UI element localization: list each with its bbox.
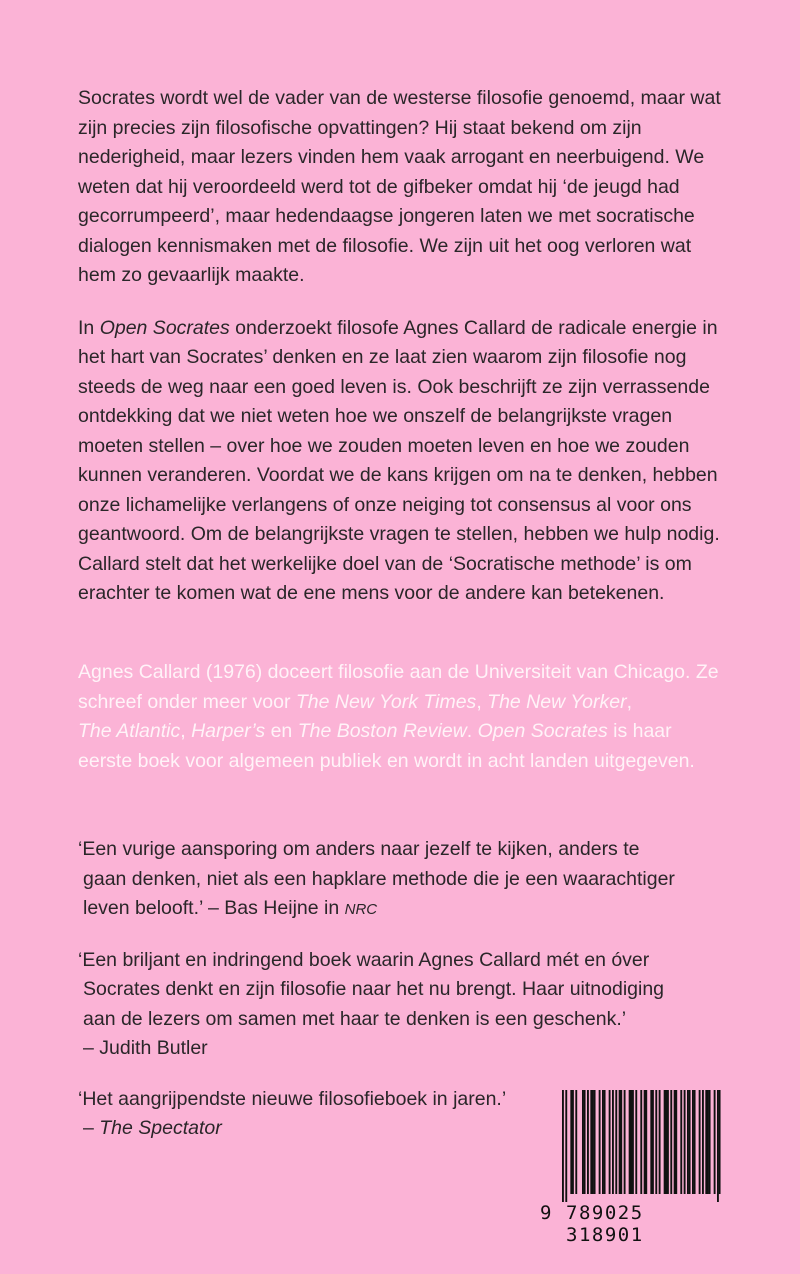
barcode-bar [655,1090,657,1194]
barcode-bar [650,1090,652,1194]
bio-text: , [626,690,633,713]
barcode-bar [699,1090,701,1194]
barcode-bar [702,1090,704,1194]
bio-text: Agnes Callard (1976) doceert filosofie aan de Universiteit van Chicago. Ze schreef onder meer voor [78,661,719,713]
quote-line: ‘Een briljant en indringend boek waarin Agnes Callard mét en óver [78,948,650,971]
barcode-bar [620,1090,622,1194]
quote-line: ‘Een vurige aansporing om anders naar jezelf te kijken, anders te [78,838,640,860]
blurb-paragraph-2 [78,314,728,609]
blurb-paragraph-1: Socrates wordt wel de vader van de westerse filosofie genoemd, maar wat zijn precies zijn filosofische opvattingen? Hij staat bekend om zijn nederigheid, maar lezers vinden hem vaak arrogant en neerbuigend. We weten dat hij veroordeeld werd tot de gifbeker omdat hij ‘de jeugd had gecorrumpeerd’, maar hedendaagse jongeren laten we met socratische dialogen kennismaken met de filosofie. We zijn uit het oog verloren wat hem zo gevaarlijk maakte. [78,87,721,286]
bio-text: is haar eerste boek voor algemeen publiek en wordt in acht landen uitgegeven. [78,720,695,772]
barcode-bar [665,1090,667,1194]
quote-line [78,894,678,925]
barcode-bar [604,1090,606,1194]
barcode-bar [652,1090,654,1194]
barcode-bar [645,1090,647,1194]
quote-dash: – [83,1117,100,1139]
barcode-bar [599,1090,601,1194]
barcode-bar [694,1090,696,1194]
bio-text: , [476,690,488,713]
barcode-bar [719,1090,721,1194]
quote-butler [78,946,678,1064]
bio-publication: The Atlantic [78,720,181,742]
bio-book-title: Open Socrates [477,720,608,742]
barcode-bar [717,1090,719,1202]
quote-line: ‘Het aangrijpendste nieuwe filosofieboek in jaren.’ [78,1087,507,1110]
quote-line: aan de lezers om samen met haar te denken is een geschenk.’ [83,1007,627,1030]
barcode-bar [684,1090,686,1194]
bio-text: , [180,720,192,742]
barcode-bar [575,1090,577,1194]
quote-line: Socrates denkt en zijn filosofie naar het nu brengt. Haar uitnodiging [83,978,665,1000]
barcode-bar [615,1090,617,1194]
barcode-bar [659,1090,661,1194]
barcode-bar [582,1090,584,1194]
barcode-bar [667,1090,669,1194]
isbn-digits: 789025 318901 [566,1202,644,1246]
barcode-bar [707,1090,709,1194]
blurb-p2-rest: onderzoekt filosofe Agnes Callard de radicale energie in het hart van Socrates’ denken en ze laat zien waarom zijn filosofie nog steeds de weg naar een goed leven is. Ook beschrijft ze zijn verrassende ontdekking dat we niet weten hoe we onszelf de belangrijkste vragen moeten stellen – over hoe we zouden moeten leven en hoe we zouden kunnen veranderen. Voordat we de kans krijgen om na te denken, hebben onze lichamelijke verlangens of onze neiging tot consensus al voor ons geantwoord. Om de belangrijkste vragen te stellen, hebben we hulp nodig. Callard stelt dat het werkelijke doel van de ‘Socratische methode’ is om erachter te komen wat de ene mens voor de andere kan betekenen. [78,316,720,604]
quote-source: The Spectator [99,1117,222,1139]
barcode-bar [709,1090,711,1194]
quote-heijne [78,835,678,925]
barcode-bar [635,1090,637,1194]
quote-source: NRC [344,901,378,918]
barcode-bar [670,1090,672,1194]
bio-publication: The New York Times [295,690,477,713]
barcode-bar [664,1090,666,1194]
barcode-bar [714,1090,716,1194]
barcode-bar [687,1090,689,1194]
barcode-bar [619,1090,621,1194]
quote-attribution: – Judith Butler [83,1037,208,1059]
barcode-bar [565,1090,567,1202]
barcode-bar [640,1090,642,1194]
barcode-bar [587,1090,589,1194]
bio-text: . [466,720,478,742]
barcode-bars [562,1090,722,1202]
barcode-bar [590,1090,592,1194]
barcode-bar [570,1090,572,1194]
barcode-bar [674,1090,676,1194]
barcode-bar [689,1090,691,1194]
barcode-bar [629,1090,631,1194]
barcode-bar [612,1090,614,1194]
barcode-bar [692,1090,694,1194]
barcode-bar [680,1090,682,1194]
barcode-bar [675,1090,677,1194]
book-blurb [78,84,728,632]
bio-text: en [265,720,298,742]
barcode-bar [572,1090,574,1194]
blurb-p2-prefix: In [78,316,100,339]
quote-line: gaan denken, niet als een hapklare methode die je een waarachtiger [83,867,675,890]
barcode-bar [644,1090,646,1194]
barcode-bar [592,1090,594,1194]
isbn-first-digit: 9 [540,1202,553,1224]
barcode-bar [594,1090,596,1194]
bio-publication: The Boston Review [297,720,467,742]
barcode-bar [705,1090,707,1194]
barcode-bar [630,1090,632,1194]
barcode-bar [609,1090,611,1194]
bio-publication: The New Yorker [487,690,627,713]
blurb-book-title: Open Socrates [99,316,230,339]
quote-line-text: leven belooft.’ – Bas Heijne in [83,897,345,919]
barcode-bar [624,1090,626,1194]
barcode-bar [584,1090,586,1194]
barcode-bar [632,1090,634,1194]
author-bio [78,658,728,776]
bio-publication: Harper’s [191,720,266,742]
barcode-bar [602,1090,604,1194]
barcode-bar [562,1090,564,1202]
isbn-barcode [540,1090,725,1246]
